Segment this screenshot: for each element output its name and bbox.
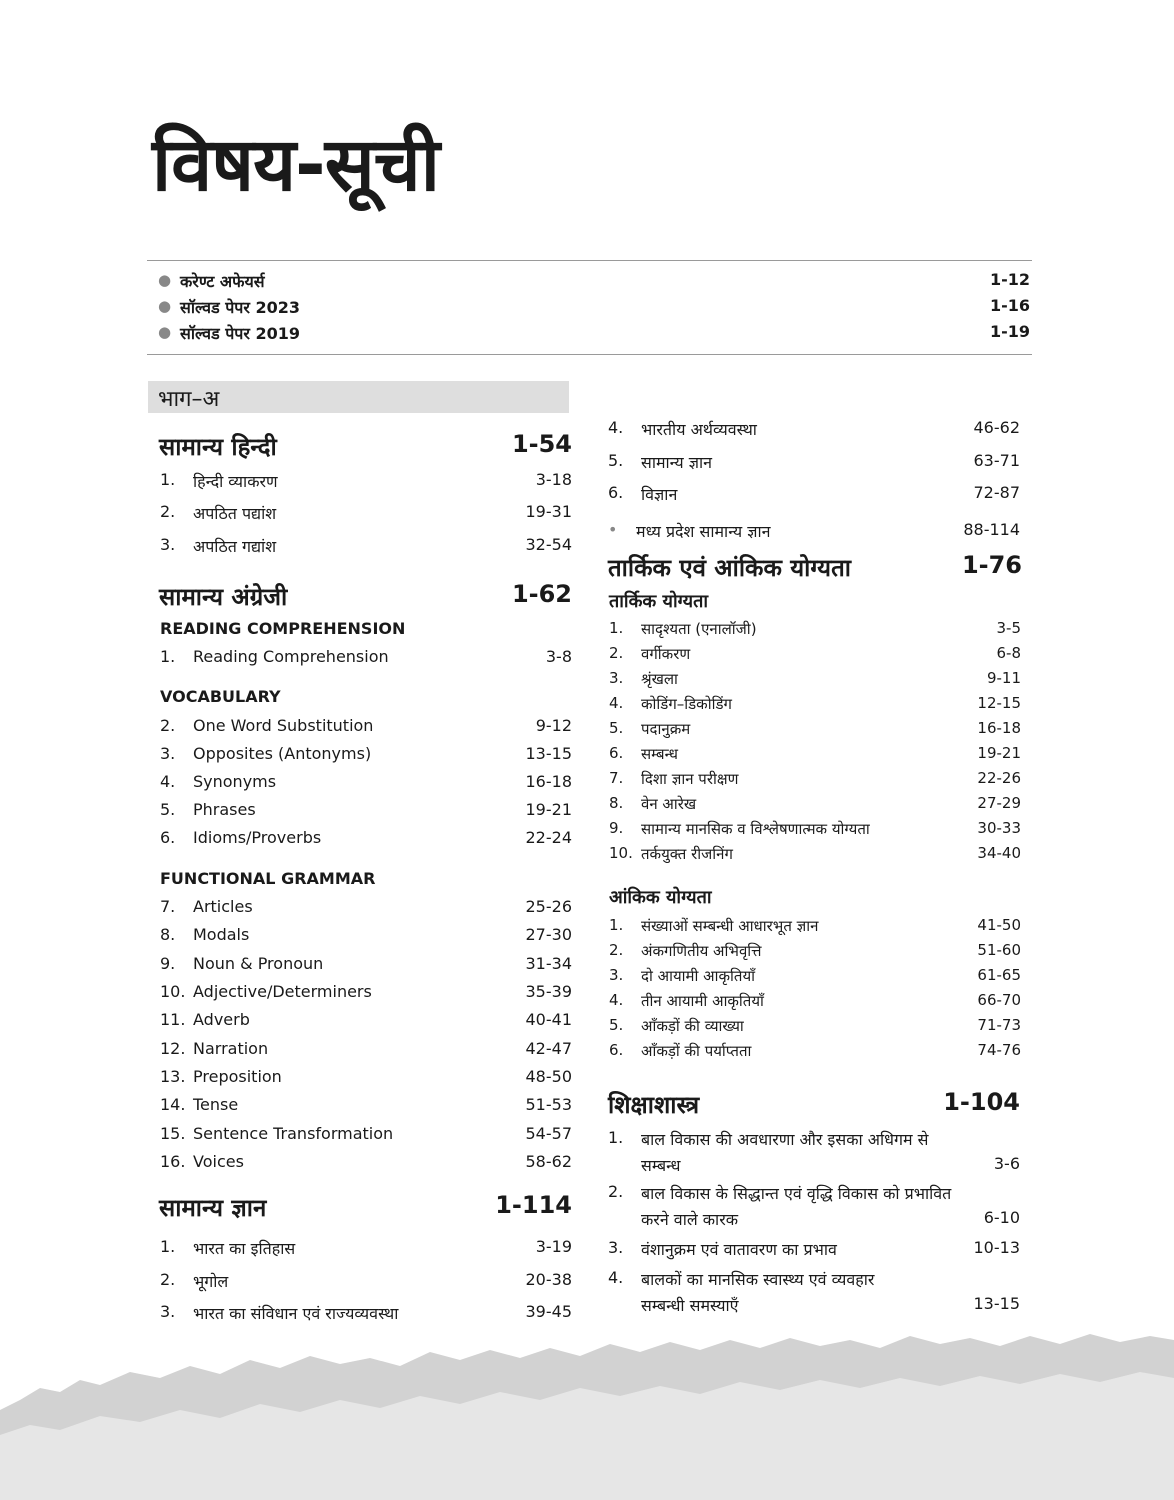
list-item[interactable]: 12. Narration 42-47 [160, 1039, 572, 1058]
list-item[interactable]: 14. Tense 51-53 [160, 1095, 572, 1114]
list-item[interactable]: 1. सादृश्यता (एनालॉजी) 3-5 [609, 619, 1021, 638]
list-item[interactable]: 4. Synonyms 16-18 [160, 772, 572, 791]
bullet-icon: ● [158, 271, 172, 289]
list-item[interactable]: 7. दिशा ज्ञान परीक्षण 22-26 [609, 769, 1021, 788]
subsection-heading: READING COMPREHENSION [160, 619, 406, 638]
list-item[interactable]: 3. दो आयामी आकृतियाँ 61-65 [609, 966, 1021, 985]
mountain-decoration [0, 1330, 1174, 1500]
list-item[interactable]: 6. Idioms/Proverbs 22-24 [160, 828, 572, 847]
subsection-heading: VOCABULARY [160, 687, 281, 706]
list-item[interactable]: 2. वर्गीकरण 6-8 [609, 644, 1021, 663]
list-item[interactable]: 5. Phrases 19-21 [160, 800, 572, 819]
list-item[interactable]: 1. भारत का इतिहास 3-19 [160, 1237, 572, 1258]
section-pedagogy[interactable]: शिक्षाशास्त्र 1-104 [608, 1088, 1020, 1119]
list-item[interactable]: 15. Sentence Transformation 54-57 [160, 1124, 572, 1143]
list-item[interactable]: • मध्य प्रदेश सामान्य ज्ञान 88-114 [608, 520, 1020, 541]
list-item[interactable]: 5. सामान्य ज्ञान 63-71 [608, 451, 1020, 472]
list-item[interactable]: 4. बालकों का मानसिक स्वास्थ्य एवं व्यवहार सम्बन्धी समस्याएँ 13-15 [608, 1268, 1020, 1315]
list-item[interactable]: 16. Voices 58-62 [160, 1152, 572, 1171]
list-item[interactable]: 8. Modals 27-30 [160, 925, 572, 944]
list-item[interactable]: ● सॉल्वड पेपर 2023 1-16 [158, 296, 1030, 317]
list-item[interactable]: 3. अपठित गद्यांश 32-54 [160, 535, 572, 556]
list-item[interactable]: 2. अंकगणितीय अभिवृत्ति 51-60 [609, 941, 1021, 960]
list-item[interactable]: 11. Adverb 40-41 [160, 1010, 572, 1029]
list-item[interactable]: 10. तर्कयुक्त रीजनिंग 34-40 [609, 844, 1021, 863]
list-item[interactable]: 4. तीन आयामी आकृतियाँ 66-70 [609, 991, 1021, 1010]
list-item[interactable]: 9. सामान्य मानसिक व विश्लेषणात्मक योग्यता 30-33 [609, 819, 1021, 838]
list-item[interactable]: 4. कोडिंग–डिकोडिंग 12-15 [609, 694, 1021, 713]
list-item[interactable]: 1. Reading Comprehension 3-8 [160, 647, 572, 666]
divider [147, 354, 1032, 355]
list-item[interactable]: 5. पदानुक्रम 16-18 [609, 719, 1021, 738]
list-item[interactable]: 2. बाल विकास के सिद्धान्त एवं वृद्धि विकास को प्रभावित करने वाले कारक 6-10 [608, 1182, 1020, 1229]
list-item[interactable]: 6. आँकड़ों की पर्याप्तता 74-76 [609, 1041, 1021, 1060]
subsection-heading: FUNCTIONAL GRAMMAR [160, 869, 376, 888]
bullet-icon: ● [158, 323, 172, 341]
list-item[interactable]: 1. संख्याओं सम्बन्धी आधारभूत ज्ञान 41-50 [609, 916, 1021, 935]
list-item[interactable]: 6. विज्ञान 72-87 [608, 483, 1020, 504]
bullet-icon: ● [158, 297, 172, 315]
list-item[interactable]: 6. सम्बन्ध 19-21 [609, 744, 1021, 763]
list-item[interactable]: 2. अपठित पद्यांश 19-31 [160, 502, 572, 523]
section-hindi[interactable]: सामान्य हिन्दी 1-54 [159, 430, 572, 461]
section-english[interactable]: सामान्य अंग्रेजी 1-62 [159, 580, 572, 611]
list-item[interactable]: 2. भूगोल 20-38 [160, 1270, 572, 1291]
section-reasoning[interactable]: तार्किक एवं आंकिक योग्यता 1-76 [608, 551, 1022, 582]
list-item[interactable]: 4. भारतीय अर्थव्यवस्था 46-62 [608, 418, 1020, 439]
list-item[interactable]: 9. Noun & Pronoun 31-34 [160, 954, 572, 973]
list-item[interactable]: 3. भारत का संविधान एवं राज्यव्यवस्था 39-45 [160, 1302, 572, 1323]
list-item[interactable]: 13. Preposition 48-50 [160, 1067, 572, 1086]
list-item[interactable]: 3. श्रृंखला 9-11 [609, 669, 1021, 688]
list-item[interactable]: 1. बाल विकास की अवधारणा और इसका अधिगम से सम्बन्ध 3-6 [608, 1128, 1020, 1175]
subsection-heading: आंकिक योग्यता [609, 887, 712, 908]
section-gk[interactable]: सामान्य ज्ञान 1-114 [159, 1191, 572, 1222]
list-item[interactable]: 5. आँकड़ों की व्याख्या 71-73 [609, 1016, 1021, 1035]
bullet-icon: • [608, 520, 618, 539]
list-item[interactable]: 2. One Word Substitution 9-12 [160, 716, 572, 735]
list-item[interactable]: 3. Opposites (Antonyms) 13-15 [160, 744, 572, 763]
list-item[interactable]: 7. Articles 25-26 [160, 897, 572, 916]
list-item[interactable]: 8. वेन आरेख 27-29 [609, 794, 1021, 813]
part-banner: भाग–अ [148, 381, 569, 413]
list-item[interactable]: ● करेण्ट अफेयर्स 1-12 [158, 270, 1030, 291]
list-item[interactable]: 1. हिन्दी व्याकरण 3-18 [160, 470, 572, 491]
divider [147, 260, 1032, 261]
list-item[interactable]: 3. वंशानुक्रम एवं वातावरण का प्रभाव 10-13 [608, 1238, 1020, 1259]
list-item[interactable]: 10. Adjective/Determiners 35-39 [160, 982, 572, 1001]
subsection-heading: तार्किक योग्यता [609, 591, 709, 612]
list-item[interactable]: ● सॉल्वड पेपर 2019 1-19 [158, 322, 1030, 343]
page-title: विषय-सूची [152, 122, 439, 208]
